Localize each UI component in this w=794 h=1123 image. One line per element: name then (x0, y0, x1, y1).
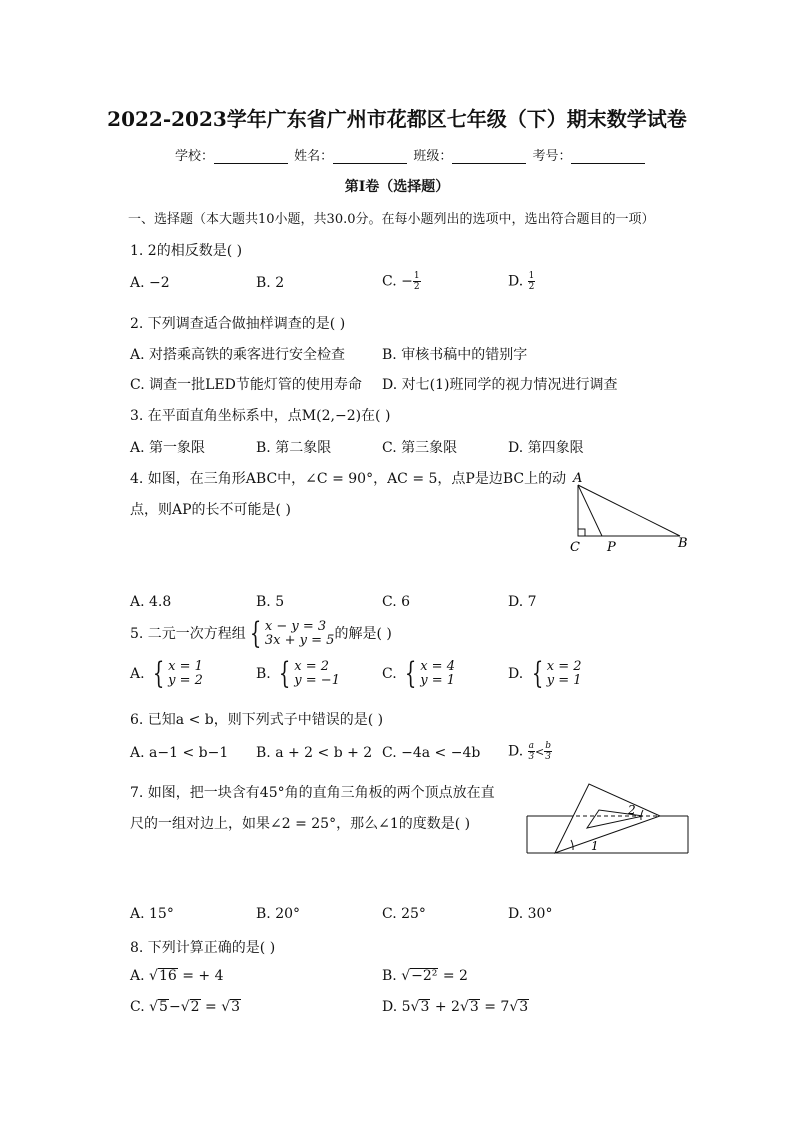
vertex-b-label: B (678, 536, 688, 551)
school-label: 学校： (175, 149, 215, 164)
q8-option-b[interactable]: B. √−2² = 2 (382, 968, 468, 984)
exam-no-label: 考号： (532, 149, 572, 164)
class-blank[interactable] (452, 151, 526, 164)
q5-stem: 5. 二元一次方程组 { x − y = 3 3x + y = 5 的解是( ) (130, 616, 392, 651)
q8-option-d[interactable]: D. 5√3 + 2√3 = 7√3 (382, 999, 529, 1015)
point-p-label: P (607, 540, 616, 555)
q2-option-c[interactable]: C. 调查一批LED节能灯管的使用寿命 (130, 377, 362, 393)
q3-option-a[interactable]: A. 第一象限 (130, 440, 206, 456)
q2-stem: 2. 下列调查适合做抽样调查的是( ) (130, 316, 346, 332)
q4-stem-line2: 点，则AP的长不可能是( ) (130, 502, 291, 518)
vertex-c-label: C (570, 540, 580, 555)
vertex-a-label: A (573, 471, 583, 486)
q4-option-c[interactable]: C. 6 (382, 594, 411, 610)
angle-1-label: 1 (591, 839, 599, 853)
name-blank[interactable] (333, 151, 407, 164)
q2-option-a[interactable]: A. 对搭乘高铁的乘客进行安全检查 (130, 347, 346, 363)
angle-2-label: 2 (628, 803, 636, 817)
q4-option-d[interactable]: D. 7 (508, 594, 537, 610)
q1-option-a[interactable]: A. −2 (130, 275, 170, 291)
q6-option-b[interactable]: B. a + 2 < b + 2 (256, 745, 373, 761)
fraction: $\frac{1}{2}$ (528, 271, 535, 292)
fraction: $\frac{1}{2}$ (413, 271, 420, 292)
q7-option-c[interactable]: C. 25° (382, 906, 426, 922)
class-label: 班级： (413, 149, 453, 164)
q2-option-d[interactable]: D. 对七(1)班同学的视力情况进行调查 (382, 377, 618, 393)
q3-option-d[interactable]: D. 第四象限 (508, 440, 584, 456)
q5-option-d[interactable]: D. { x = 2 y = 1 (508, 656, 582, 691)
q5-option-b[interactable]: B. { x = 2 y = −1 (256, 656, 340, 691)
q6-option-a[interactable]: A. a−1 < b−1 (130, 745, 229, 761)
q1-stem: 1. 2的相反数是( ) (130, 243, 243, 259)
q7-stem-line1: 7. 如图，把一块含有45°角的直角三角板的两个顶点放在直 (130, 785, 495, 801)
q8-option-a[interactable]: A. √16 = + 4 (130, 968, 224, 984)
section-instructions: 一、选择题（本大题共10小题，共30.0分。在每小题列出的选项中，选出符合题目的一项） (128, 212, 655, 227)
q4-triangle-figure (565, 470, 695, 560)
q6-stem: 6. 已知a < b，则下列式子中错误的是( ) (130, 712, 384, 728)
q7-option-a[interactable]: A. 15° (130, 906, 174, 922)
q3-stem: 3. 在平面直角坐标系中，点M(2,−2)在( ) (130, 408, 391, 424)
q3-option-c[interactable]: C. 第三象限 (382, 440, 458, 456)
q1-option-c[interactable]: C. − $\frac{1}{2}$ (382, 271, 420, 292)
section-heading: 第Ⅰ卷（选择题） (344, 179, 450, 195)
q6-option-c[interactable]: C. −4a < −4b (382, 745, 481, 761)
equation-system: { x − y = 3 3x + y = 5 (249, 616, 335, 651)
q8-stem: 8. 下列计算正确的是( ) (130, 940, 276, 956)
q4-option-b[interactable]: B. 5 (256, 594, 285, 610)
q3-option-b[interactable]: B. 第二象限 (256, 440, 332, 456)
q6-option-d[interactable]: D. $\frac{a}{3}$ < $\frac{b}{3}$ (508, 741, 551, 762)
q7-stem-line2: 尺的一组对边上，如果∠2 = 25°，那么∠1的度数是( ) (130, 816, 471, 832)
q1-option-b[interactable]: B. 2 (256, 275, 285, 291)
q7-option-b[interactable]: B. 20° (256, 906, 301, 922)
q2-option-b[interactable]: B. 审核书稿中的错别字 (382, 347, 528, 363)
q4-stem-line1: 4. 如图，在三角形ABC中，∠C = 90°，AC = 5，点P是边BC上的动 (130, 471, 567, 487)
name-label: 姓名： (294, 149, 334, 164)
q5-option-a[interactable]: A. { x = 1 y = 2 (130, 656, 203, 691)
q7-ruler-triangle-figure (525, 778, 693, 860)
exam-no-blank[interactable] (571, 151, 645, 164)
q1-option-d[interactable]: D. $\frac{1}{2}$ (508, 271, 535, 292)
page-title: 2022-2023学年广东省广州市花都区七年级（下）期末数学试卷 (107, 107, 687, 131)
q7-option-d[interactable]: D. 30° (508, 906, 553, 922)
student-info-line (175, 145, 647, 164)
q4-option-a[interactable]: A. 4.8 (130, 594, 172, 610)
q8-option-c[interactable]: C. √5−√2 = √3 (130, 999, 241, 1015)
school-blank[interactable] (214, 151, 288, 164)
q5-option-c[interactable]: C. { x = 4 y = 1 (382, 656, 455, 691)
